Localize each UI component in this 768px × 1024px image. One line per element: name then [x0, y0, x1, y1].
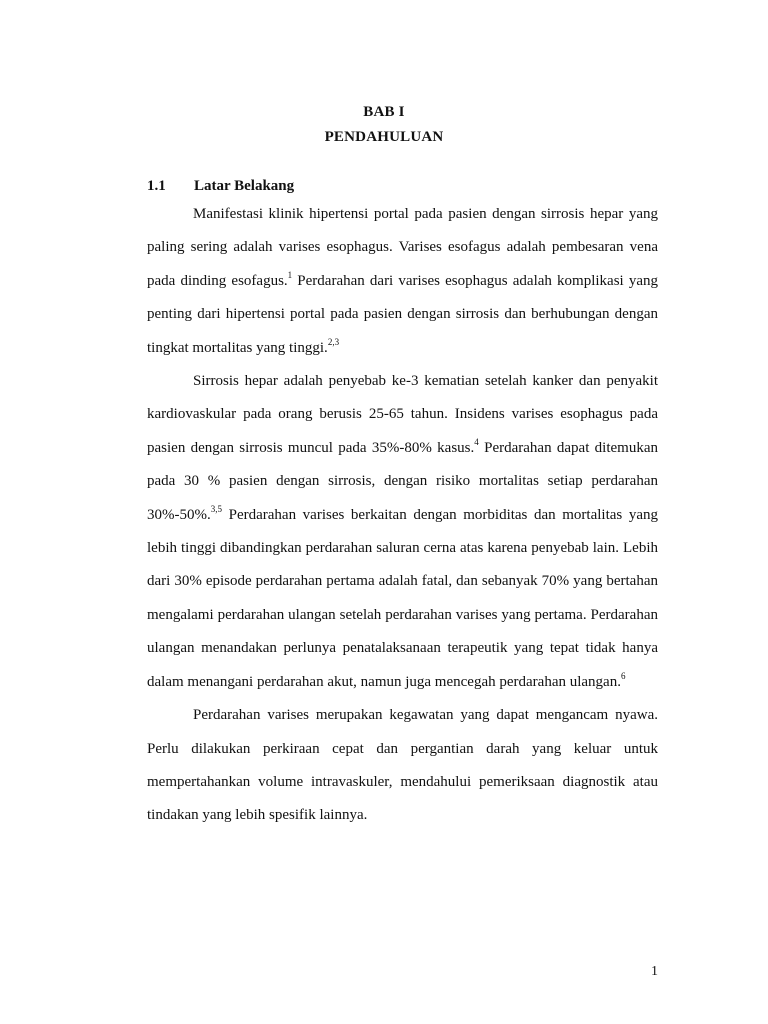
citation-superscript: 6 — [620, 670, 626, 681]
citation-superscript: 4 — [474, 436, 479, 447]
paragraph-text: Perdarahan varises berkaitan dengan morbiditas dan mortalitas yang lebih tinggi dibandingkan perdarahan saluran cerna atas karena penyebab lain. Lebih dari 30% episode perdarahan pertama adalah fatal, dan sebanyak 70% yang bertahan mengalami perdarahan ulangan setelah perdarahan varises yang pertama. Perdarahan ulangan menandakan perlunya penatalaksanaan terapeutik yang tepat tidak hanya dalam menangani perdarahan akut, namun juga mencegah perdarahan ulangan. — [147, 506, 658, 690]
citation-superscript: 3,5 — [210, 503, 222, 514]
paragraph-text: Perdarahan varises merupakan kegawatan yang dapat mengancam nyawa. Perlu dilakukan perkiraan cepat dan pergantian darah yang keluar untuk mempertahankan volume intravaskuler, mendahului pemeriksaan diagnostik atau tindakan yang lebih spesifik lainnya. — [147, 707, 658, 824]
paragraph — [147, 699, 658, 833]
paragraph-text: Sirrosis hepar adalah penyebab ke-3 kematian setelah kanker dan penyakit kardiovaskular pada orang berusis 25-65 tahun. Insidens varises esophagus pada pasien dengan sirrosis muncul pada 35%-80% kasus. — [147, 373, 658, 456]
paragraph-text: Perdarahan dapat ditemukan pada 30 % pasien dengan sirrosis, dengan risiko mortalitas setiap perdarahan 30%-50%. — [147, 439, 659, 523]
paragraph — [147, 198, 658, 365]
body-text — [147, 198, 658, 833]
paragraph-text: Manifestasi klinik hipertensi portal pada pasien dengan sirrosis hepar yang paling sering adalah varises esophagus. Varises esofagus adalah pembesaran vena pada dinding esofagus. — [147, 206, 658, 289]
citation-superscript: 1 — [287, 269, 293, 280]
page-number: 1 — [651, 964, 658, 979]
section-heading — [147, 178, 294, 195]
paragraph — [147, 365, 658, 699]
chapter-title: PENDAHULUAN — [324, 129, 444, 145]
section-number: 1.1 — [147, 178, 166, 194]
section-title: Latar Belakang — [194, 178, 295, 194]
citation-superscript: 2,3 — [327, 336, 340, 347]
chapter-number: BAB I — [363, 104, 405, 120]
paragraph-text: Perdarahan dari varises esophagus adalah komplikasi yang penting dari hipertensi portal pada pasien dengan sirrosis dan berhubungan dengan tingkat mortalitas yang tinggi. — [147, 272, 659, 356]
